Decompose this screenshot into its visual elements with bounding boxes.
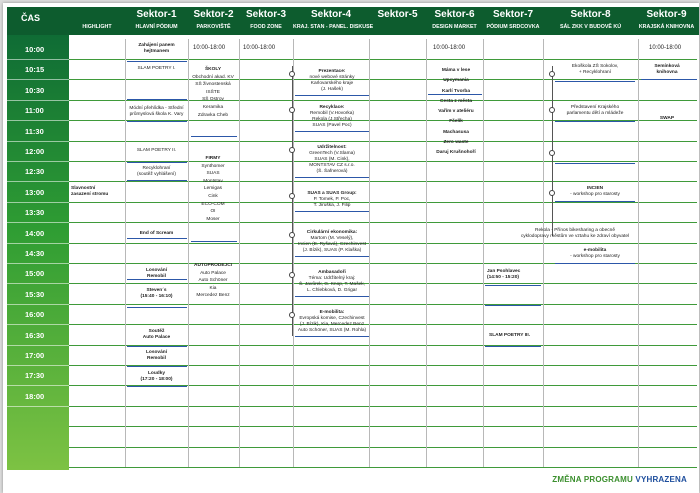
event-line: Cesta z města [440, 98, 472, 104]
time-label: 14:30 [25, 249, 45, 258]
event-line: Rekola (J.Střecha) [312, 117, 352, 122]
grid-line [69, 243, 697, 244]
event-line: Recyklohraní [142, 166, 171, 171]
sector-name: Sektor-8 [570, 9, 611, 20]
event-line: Vařím v ateliéru [438, 109, 474, 115]
event-line: Remobil [147, 356, 166, 361]
time-label: 11:00 [25, 106, 44, 116]
event-line: Synthomer [201, 163, 225, 169]
event-line: ECO-COM [201, 201, 225, 207]
event-underline [295, 336, 369, 337]
event-line: hejtmanem [143, 49, 170, 54]
event-underline [295, 296, 369, 297]
sector-header-4 [293, 7, 374, 35]
event-underline [295, 211, 369, 212]
event-line: - workshop pro starosty [570, 192, 620, 197]
event-s4_udrzitelnost [295, 145, 369, 175]
grid-line [69, 59, 697, 60]
event-line: Fčelík [449, 119, 463, 125]
event-line: Zahájení panem [138, 43, 175, 48]
event-s1_recyklo [125, 166, 188, 178]
grid-line [69, 181, 697, 182]
time-range: 10:00-18:00 [433, 45, 466, 51]
sector-desc: PÓDIUM SRDCOVKA [486, 24, 540, 30]
event-line: SWAP [659, 116, 675, 121]
event-line: SUAS (Pavel Poc) [312, 123, 352, 128]
time-label: 13:30 [25, 208, 45, 218]
time-label: 14:00 [25, 228, 45, 238]
sector-header-9 [638, 7, 695, 35]
event-underline [555, 263, 635, 264]
event-s1_slam2 [125, 148, 188, 154]
event-s1_los1 [125, 268, 188, 280]
event-line: Kia [209, 285, 217, 291]
event-line: Auto Palace [142, 335, 171, 340]
event-underline [127, 61, 187, 62]
sector-desc: HIGHLIGHT [82, 24, 112, 30]
event-line: Představení Krajského [570, 105, 620, 110]
event-underline [485, 285, 541, 286]
event-underline [127, 162, 187, 163]
time-label: 12:00 [25, 147, 45, 156]
sector-desc: SÁL ZKK V BUDOVĚ KÚ [559, 24, 622, 30]
grid-line [69, 467, 697, 468]
event-line: Loudky [147, 371, 166, 376]
time-label: 10:30 [25, 85, 45, 95]
time-label: 10:00 [25, 45, 45, 54]
event-line: Zero waste [443, 140, 469, 146]
event-line: OI [210, 209, 216, 215]
sector-name: Sektor-6 [434, 9, 475, 20]
event-line: Auto Palace [200, 270, 226, 276]
event-line: Udržitelnost: [317, 145, 347, 150]
event-s8_parlament [555, 105, 635, 117]
event-s1_los2 [125, 350, 188, 362]
event-line: Prezentace: [318, 69, 346, 74]
event-line: SLAM POETRY II. [136, 148, 177, 153]
event-line: (J. Hašek) [321, 87, 343, 92]
event-line: Losování [145, 350, 168, 355]
event-line: Semínková [654, 64, 680, 69]
event-underline [295, 256, 369, 257]
event-underline [127, 121, 187, 122]
time-label: 10:15 [25, 65, 45, 75]
event-line: + Recyklohraní [578, 70, 612, 75]
event-line: průmyslová škola K. Vary [129, 112, 184, 117]
program-sheet [3, 3, 699, 493]
sector-desc: KRAJ. STAN - PANEL. DISKUSE [293, 24, 374, 30]
event-underline [127, 180, 187, 181]
event-line: Máma v lese [441, 68, 471, 73]
sector-name: Sektor-1 [136, 9, 177, 20]
column-separator [239, 39, 240, 467]
event-underline [127, 99, 187, 100]
event-line: Karlovarského kraje [310, 81, 354, 86]
event-s8_incien [555, 186, 635, 198]
event-underline [555, 81, 635, 82]
event-underline [127, 238, 187, 239]
sector-header-8 [543, 7, 638, 35]
event-underline [295, 177, 369, 178]
event-s1_soutez [125, 329, 188, 341]
sector-desc: KRAJSKÁ KNIHOVNA [638, 24, 695, 30]
event-line: Evropská komise, Czechinvest [299, 316, 365, 321]
row-divider [7, 406, 69, 407]
column-separator [369, 39, 370, 467]
grid-line [69, 304, 697, 305]
event-line: (J. Bízik), Kia, Mercedez Benz [299, 322, 365, 327]
event-line: nové webové stránky [309, 75, 355, 80]
event-line: Š. Javůrek, G. Knop, T. Mašek, [298, 282, 366, 287]
sector-header-3 [239, 7, 293, 35]
event-underline [191, 136, 237, 137]
timeline-marker [549, 150, 555, 156]
sector-header-0 [69, 7, 125, 35]
sector-name: Sektor-4 [310, 9, 351, 20]
event-line: MONTSTAV CZ s.r.o. [309, 163, 355, 168]
grid-line [69, 283, 697, 284]
event-line: Slavnostní [71, 186, 96, 191]
event-underline [127, 346, 187, 347]
event-line: SUAS a SUAS Group: [307, 191, 357, 196]
event-line: knihovna [656, 70, 678, 75]
event-line: Jan Psohlavec [487, 269, 521, 274]
sector-header-7 [483, 7, 543, 35]
event-line: Remobil [147, 274, 166, 279]
event-line: Téma: Udržitelný kraj: [308, 276, 356, 281]
event-line: SLAM POETRY III. [489, 333, 531, 338]
event-s1_slam1 [125, 66, 188, 72]
grid-line [69, 141, 697, 142]
event-line: Keramika [202, 104, 224, 110]
time-label: 12:30 [25, 167, 45, 177]
sector-header-2 [188, 7, 239, 35]
event-s2_auto [189, 262, 237, 300]
event-line: Karlí Tvorba [442, 88, 470, 94]
time-label: 16:00 [25, 310, 45, 320]
sector-name: Sektor-7 [492, 9, 533, 20]
event-line: Rekola - Přínos bikesharing a obecně [535, 228, 615, 233]
event-line: Cirkulární ekonomika: [306, 230, 358, 235]
event-line: Steven´s [146, 288, 167, 293]
grid-line [69, 426, 697, 427]
event-line: ISŠTE [206, 89, 220, 95]
event-line: Daruj Krušnohoří [436, 150, 476, 156]
sector-header-1 [125, 7, 188, 35]
event-s4_cirkularni [295, 230, 369, 254]
event-s2_skoly [189, 66, 237, 119]
event-line: FIRMY [205, 156, 221, 161]
event-underline [555, 121, 635, 122]
event-line: Losování [145, 268, 168, 273]
event-line: E-mobilita: [319, 310, 345, 315]
event-underline [555, 201, 635, 202]
event-s4_prezentace [295, 69, 369, 93]
sector-desc: DESIGN MARKET [432, 24, 477, 30]
sector-header-5 [369, 7, 426, 35]
time-label: 16:30 [25, 330, 45, 340]
event-s8_rekola [513, 228, 637, 240]
event-highlight [71, 186, 125, 198]
event-underline [191, 241, 237, 242]
cas-header: ČAS [21, 13, 41, 23]
event-line: SUAS (M. Cink), [314, 157, 350, 162]
column-separator [426, 39, 427, 467]
event-s7_jan [487, 269, 543, 281]
event-line: SUAS [206, 171, 220, 177]
event-s6_list [428, 66, 484, 159]
column-separator [543, 39, 544, 467]
time-label: 15:00 [25, 269, 45, 279]
event-line: SŠ živnostenská [195, 82, 231, 88]
event-line: Módní přehlídka - Střední [129, 106, 184, 111]
event-line: Zdravka Cheb [197, 112, 229, 118]
event-line: Soutěž [148, 329, 165, 334]
sector-desc: PARKOVIŠTĚ [196, 24, 231, 30]
event-line: cyklodopravy městům ve vztahu ke zdraví obyvatel [520, 234, 630, 239]
event-line: Obchodní akad. KV [192, 74, 234, 80]
sector-header-6 [426, 7, 483, 35]
schedule-header [7, 7, 699, 35]
event-s1_moda [125, 106, 188, 118]
event-line: - workshop pro starosty [570, 254, 620, 259]
event-line: T. Jiruška, J. Filip [313, 203, 351, 208]
event-line: End of Scream [139, 231, 174, 236]
event-line: Mercedez Benz [196, 293, 230, 299]
time-label: 11:30 [25, 126, 44, 136]
event-line: INCIEN [586, 186, 604, 191]
event-s9_seminkovna [639, 64, 695, 76]
event-s2_firmy [189, 155, 237, 223]
event-line: zasazení stromu [71, 192, 109, 197]
event-underline [641, 79, 697, 80]
time-label: 13:00 [25, 187, 45, 197]
event-line: parlamentu dětí a mládeže [566, 111, 624, 116]
sector-desc: HLAVNÍ PÓDIUM [135, 24, 178, 30]
event-line: P. Tomek, P. Poc, [313, 197, 351, 202]
event-line: Auto Schöner, SUAS (M. Rohla) [297, 328, 367, 333]
event-line: (J. Bízik), SUAS (P. Klaška) [302, 248, 362, 253]
event-s1_loudky [125, 371, 188, 383]
event-line: SLAM POETRY I. [137, 66, 176, 71]
sector-name: Sektor-3 [245, 9, 286, 20]
event-s8_emob [555, 248, 635, 260]
time-label: 15:30 [25, 289, 45, 299]
event-line: Remobil (V.Hovorka) [309, 111, 355, 116]
event-underline [295, 131, 369, 132]
event-line: Montstav [203, 178, 223, 184]
event-line: Martom (M. Veselý), [310, 236, 354, 241]
event-s4_suas [295, 191, 369, 209]
event-underline [127, 307, 187, 308]
time-range: 10:00-18:00 [649, 45, 682, 51]
event-s1_zahajeni [125, 43, 188, 55]
event-s7_slam3 [489, 333, 549, 339]
sector-desc: FOOD ZONE [250, 24, 282, 30]
grid-line [69, 447, 697, 448]
event-line: Machasusa [443, 129, 469, 135]
event-line: SŠ Ostrov [202, 97, 224, 103]
column-separator [125, 39, 126, 467]
program-change-notice: ZMĚNA PROGRAMU VYHRAZENA [552, 475, 687, 484]
event-line: Auto Schöner [198, 278, 228, 284]
event-line: Recyklace: [319, 105, 345, 110]
event-s1_end [125, 231, 188, 237]
event-line: Upcymania [443, 78, 469, 84]
event-underline [127, 386, 187, 387]
event-line: (Š. Šafnerová) [316, 169, 348, 174]
sector-name: Sektor-5 [377, 9, 418, 20]
event-line: L. Chlebková, D. Grigar [306, 288, 358, 293]
event-underline [127, 366, 187, 367]
event-underline [555, 163, 635, 164]
time-label: 17:00 [25, 351, 45, 360]
event-line: (17:20 - 18:00) [140, 377, 173, 382]
event-s4_recyklace [295, 105, 369, 129]
event-line: GreenTech (V.Slama) [309, 151, 355, 156]
event-s4_ambasadori [295, 270, 369, 294]
event-s8_eko [555, 64, 635, 76]
event-line: e-mobilita [583, 248, 607, 253]
grid-line [69, 324, 697, 325]
time-range: 10:00-18:00 [193, 45, 226, 51]
event-line: (14:50 - 15:20) [487, 275, 519, 280]
time-label: 18:00 [25, 391, 45, 401]
event-line: (15:40 - 16:10) [140, 294, 173, 299]
event-line: Ekoškola ZŠ Sokolov, [571, 64, 619, 69]
event-s9_swap [639, 116, 695, 122]
event-underline [485, 305, 541, 306]
event-line: Ambasadoři [318, 270, 346, 275]
event-line: Cink [208, 193, 218, 199]
grid-line [69, 222, 697, 223]
sector-name: Sektor-9 [646, 9, 687, 20]
grid-line [69, 406, 697, 407]
event-line: Moser [206, 216, 220, 222]
time-label: 17:30 [25, 371, 45, 381]
sector-name: Sektor-2 [193, 9, 234, 20]
event-s4_emobilita [295, 310, 369, 334]
event-line: (soutěž vyhlášení) [137, 172, 176, 177]
event-underline [295, 95, 369, 96]
event-s1_steven [125, 288, 188, 300]
event-line: AUTOPRODEJCI [193, 263, 233, 268]
time-range: 10:00-18:00 [243, 45, 276, 51]
event-underline [485, 346, 541, 347]
column-separator [293, 39, 294, 467]
event-line: ŠKOLY [204, 67, 222, 72]
column-separator [638, 39, 639, 467]
event-line: Incien (E. Ryšavá), Czechinvest [298, 242, 366, 247]
event-line: Lemigas [203, 186, 223, 192]
